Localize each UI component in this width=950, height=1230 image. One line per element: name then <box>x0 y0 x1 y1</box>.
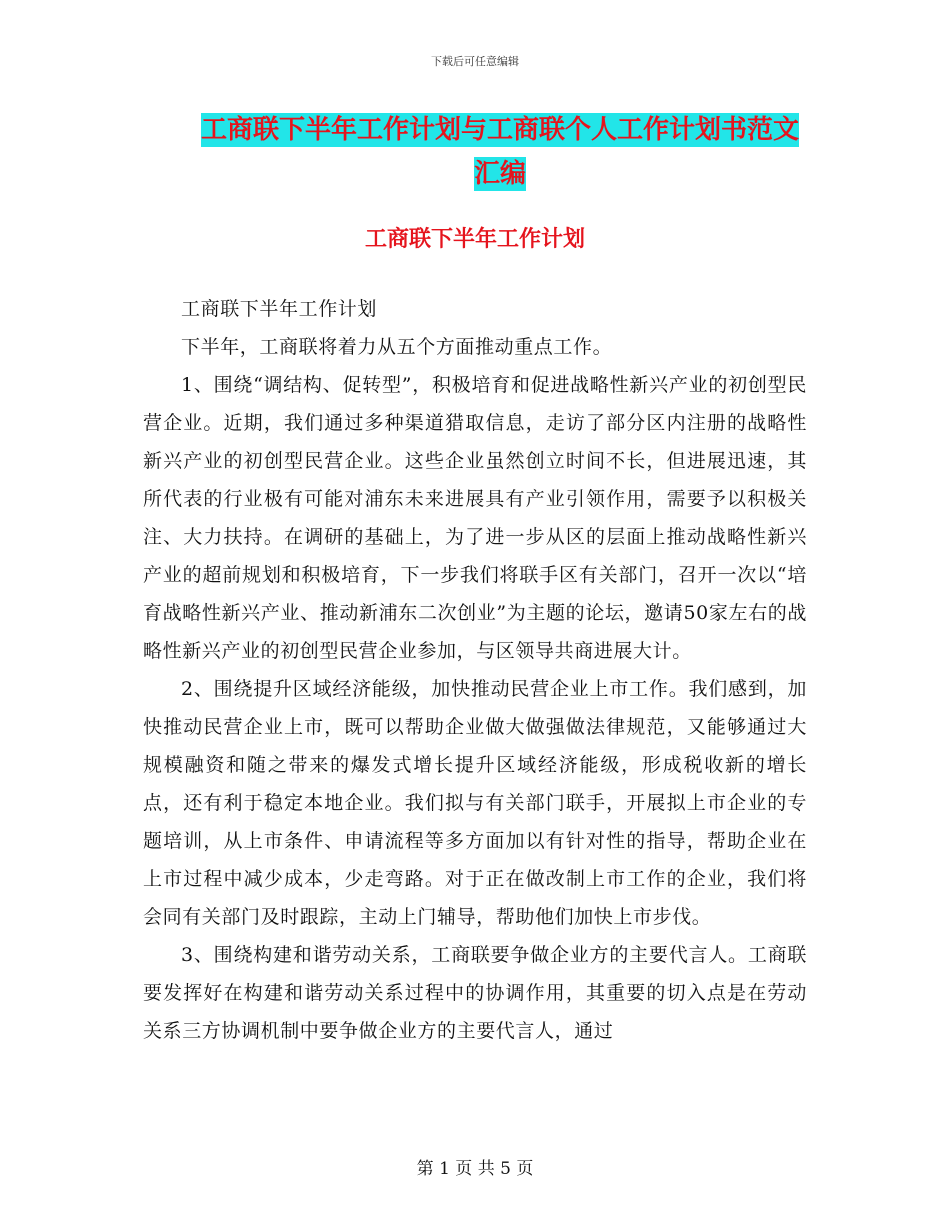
document-body <box>143 290 807 1050</box>
paragraph: 1、围绕“调结构、促转型”，积极培育和促进战略性新兴产业的初创型民营企业。近期，我们通过多种渠道猎取信息，走访了部分区内注册的战略性新兴产业的初创型民营企业。这些企业虽然创立时间不长，但进展迅速，其所代表的行业极有可能对浦东未来进展具有产业引领作用，需要予以积极关注、大力扶持。在调研的基础上，为了进一步从区的层面上推动战略性新兴产业的超前规划和积极培育，下一步我们将联手区有关部门，召开一次以“培育战略性新兴产业、推动新浦东二次创业”为主题的论坛，邀请50家左右的战略性新兴产业的初创型民营企业参加，与区领导共商进展大计。 <box>143 374 807 662</box>
paragraph: 下半年，工商联将着力从五个方面推动重点工作。 <box>181 336 613 358</box>
page-number: 1 <box>439 1159 450 1179</box>
page-label-prefix: 第 <box>416 1159 434 1179</box>
section-title: 工商联下半年工作计划 <box>364 227 585 252</box>
total-pages: 5 <box>500 1159 511 1179</box>
document-title-line2: 汇编 <box>473 159 526 189</box>
paragraph: 2、围绕提升区域经济能级，加快推动民营企业上市工作。我们感到，加快推动民营企业上市，既可以帮助企业做大做强做法律规范，又能够通过大规模融资和随之带来的爆发式增长提升区域经济能级，形成税收新的增长点，还有利于稳定本地企业。我们拟与有关部门联手，开展拟上市企业的专题培训，从上市条件、申请流程等多方面加以有针对性的指导，帮助企业在上市过程中减少成本，少走弯路。对于正在做改制上市工作的企业，我们将会同有关部门及时跟踪，主动上门辅导，帮助他们加快上市步伐。 <box>143 678 807 928</box>
document-title <box>150 108 850 196</box>
document-title-line1: 工商联下半年工作计划与工商联个人工作计划书范文 <box>200 115 799 145</box>
paragraph: 工商联下半年工作计划 <box>181 298 378 320</box>
page-footer <box>0 1154 950 1179</box>
paragraph: 3、围绕构建和谐劳动关系，工商联要争做企业方的主要代言人。工商联要发挥好在构建和谐劳动关系过程中的协调作用，其重要的切入点是在劳动关系三方协调机制中要争做企业方的主要代言人，通过 <box>143 944 807 1042</box>
header-note: 下载后可任意编辑 <box>431 55 519 68</box>
page-label-suffix: 页 <box>516 1159 534 1179</box>
page-label-mid: 页 共 <box>455 1159 495 1179</box>
